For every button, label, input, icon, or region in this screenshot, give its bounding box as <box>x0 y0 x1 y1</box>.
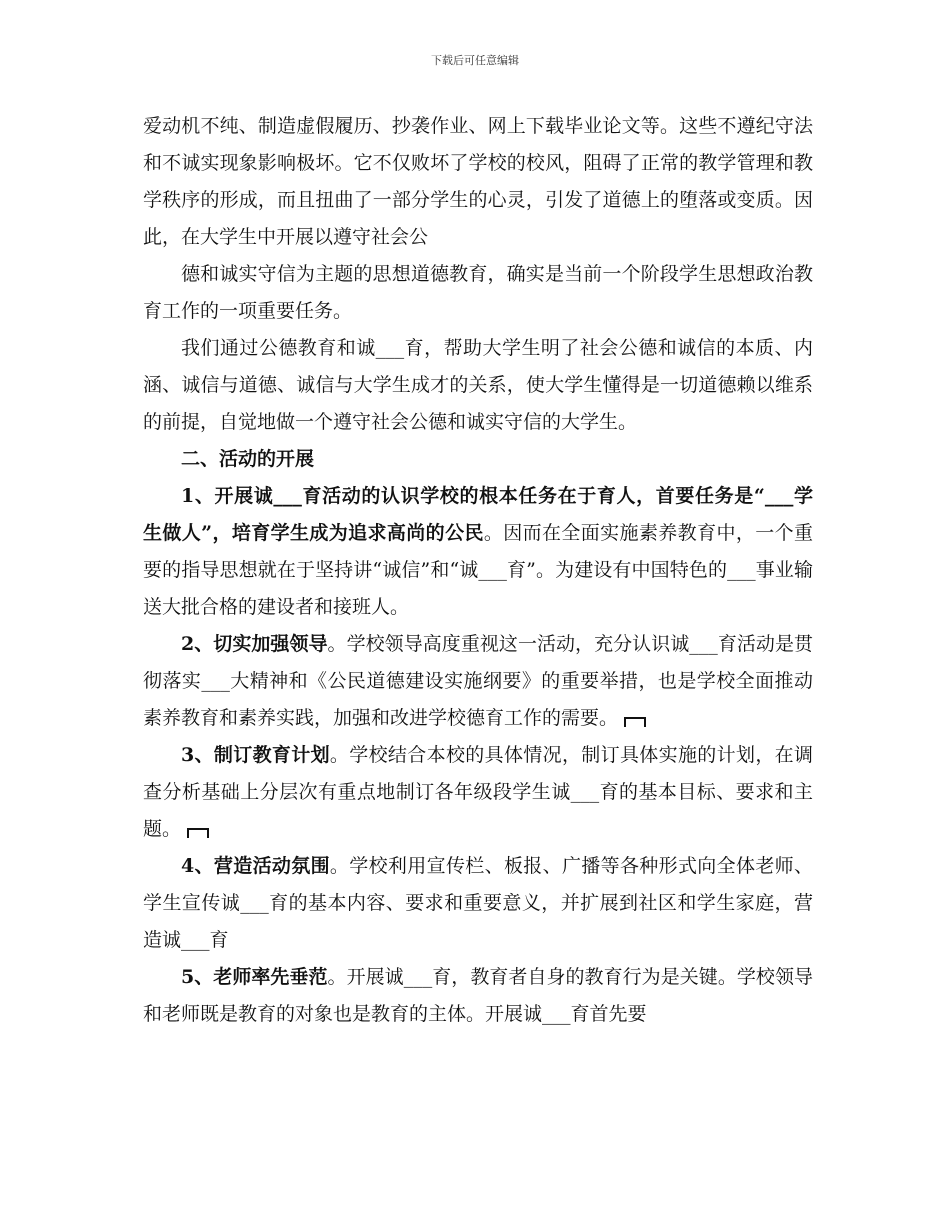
list-item-1-text: 。因而在全面实施素养教育中，一个重要的指导思想就在于坚持讲“诚信”和“诚___育”。为建设有中国特色的___事业输送大批合格的建设者和接班人。 <box>143 522 813 618</box>
section-title: 二、活动的开展 <box>181 448 315 470</box>
list-item-2-text: 。学校领导高度重视这一活动，充分认识诚___育活动是贯彻落实___大精神和《公民道德建设实施纲要》的重要举措，也是学校全面推动素养教育和素养实践，加强和改进学校德育工作的需要。 <box>143 633 813 729</box>
list-item-3 <box>143 737 813 848</box>
list-item-5-text: 。开展诚___育，教育者自身的教育行为是关键。学校领导和老师既是教育的对象也是教育的主体。开展诚___育首先要 <box>143 966 813 1025</box>
list-item-4-heading: 4、营造活动氛围 <box>181 855 330 877</box>
paragraph-1: 爱动机不纯、制造虚假履历、抄袭作业、网上下载毕业论文等。这些不遵纪守法和不诚实现象影响极坏。它不仅败坏了学校的校风，阻碍了正常的教学管理和教学秩序的形成，而且扭曲了一部分学生的心灵，引发了道德上的堕落或变质。因此，在大学生中开展以遵守社会公 <box>143 115 813 248</box>
paragraph-2: 德和诚实守信为主题的思想道德教育，确实是当前一个阶段学生思想政治教育工作的一项重要任务。 <box>143 263 813 322</box>
list-item-1 <box>143 478 813 626</box>
list-item-4 <box>143 848 813 959</box>
list-item-5-heading: 5、老师率先垂范 <box>181 966 328 988</box>
document-body <box>143 108 813 1033</box>
list-item-2 <box>143 626 813 737</box>
list-item-2-heading: 2、切实加强领导 <box>181 633 328 655</box>
list-item-3-heading: 3、制订教育计划 <box>181 744 330 766</box>
edit-mark-icon <box>624 717 646 727</box>
page-header: 下载后可任意编辑 <box>431 54 519 67</box>
list-item-4-text: 。学校利用宣传栏、板报、广播等各种形式向全体老师、学生宣传诚___育的基本内容、要求和重要意义，并扩展到社区和学生家庭，营造诚___育 <box>143 855 813 951</box>
edit-mark-icon <box>187 828 209 838</box>
list-item-1-heading: 1、开展诚___育活动的认识学校的根本任务在于育人，首要任务是“___学生做人”，培育学生成为追求高尚的公民 <box>143 485 813 544</box>
list-item-5 <box>143 959 813 1033</box>
list-item-3-text: 。学校结合本校的具体情况，制订具体实施的计划，在调查分析基础上分层次有重点地制订各年级段学生诚___育的基本目标、要求和主题。 <box>143 744 813 840</box>
paragraph-3: 我们通过公德教育和诚___育，帮助大学生明了社会公德和诚信的本质、内涵、诚信与道德、诚信与大学生成才的关系，使大学生懂得是一切道德赖以维系的前提，自觉地做一个遵守社会公德和诚实守信的大学生。 <box>143 337 813 433</box>
